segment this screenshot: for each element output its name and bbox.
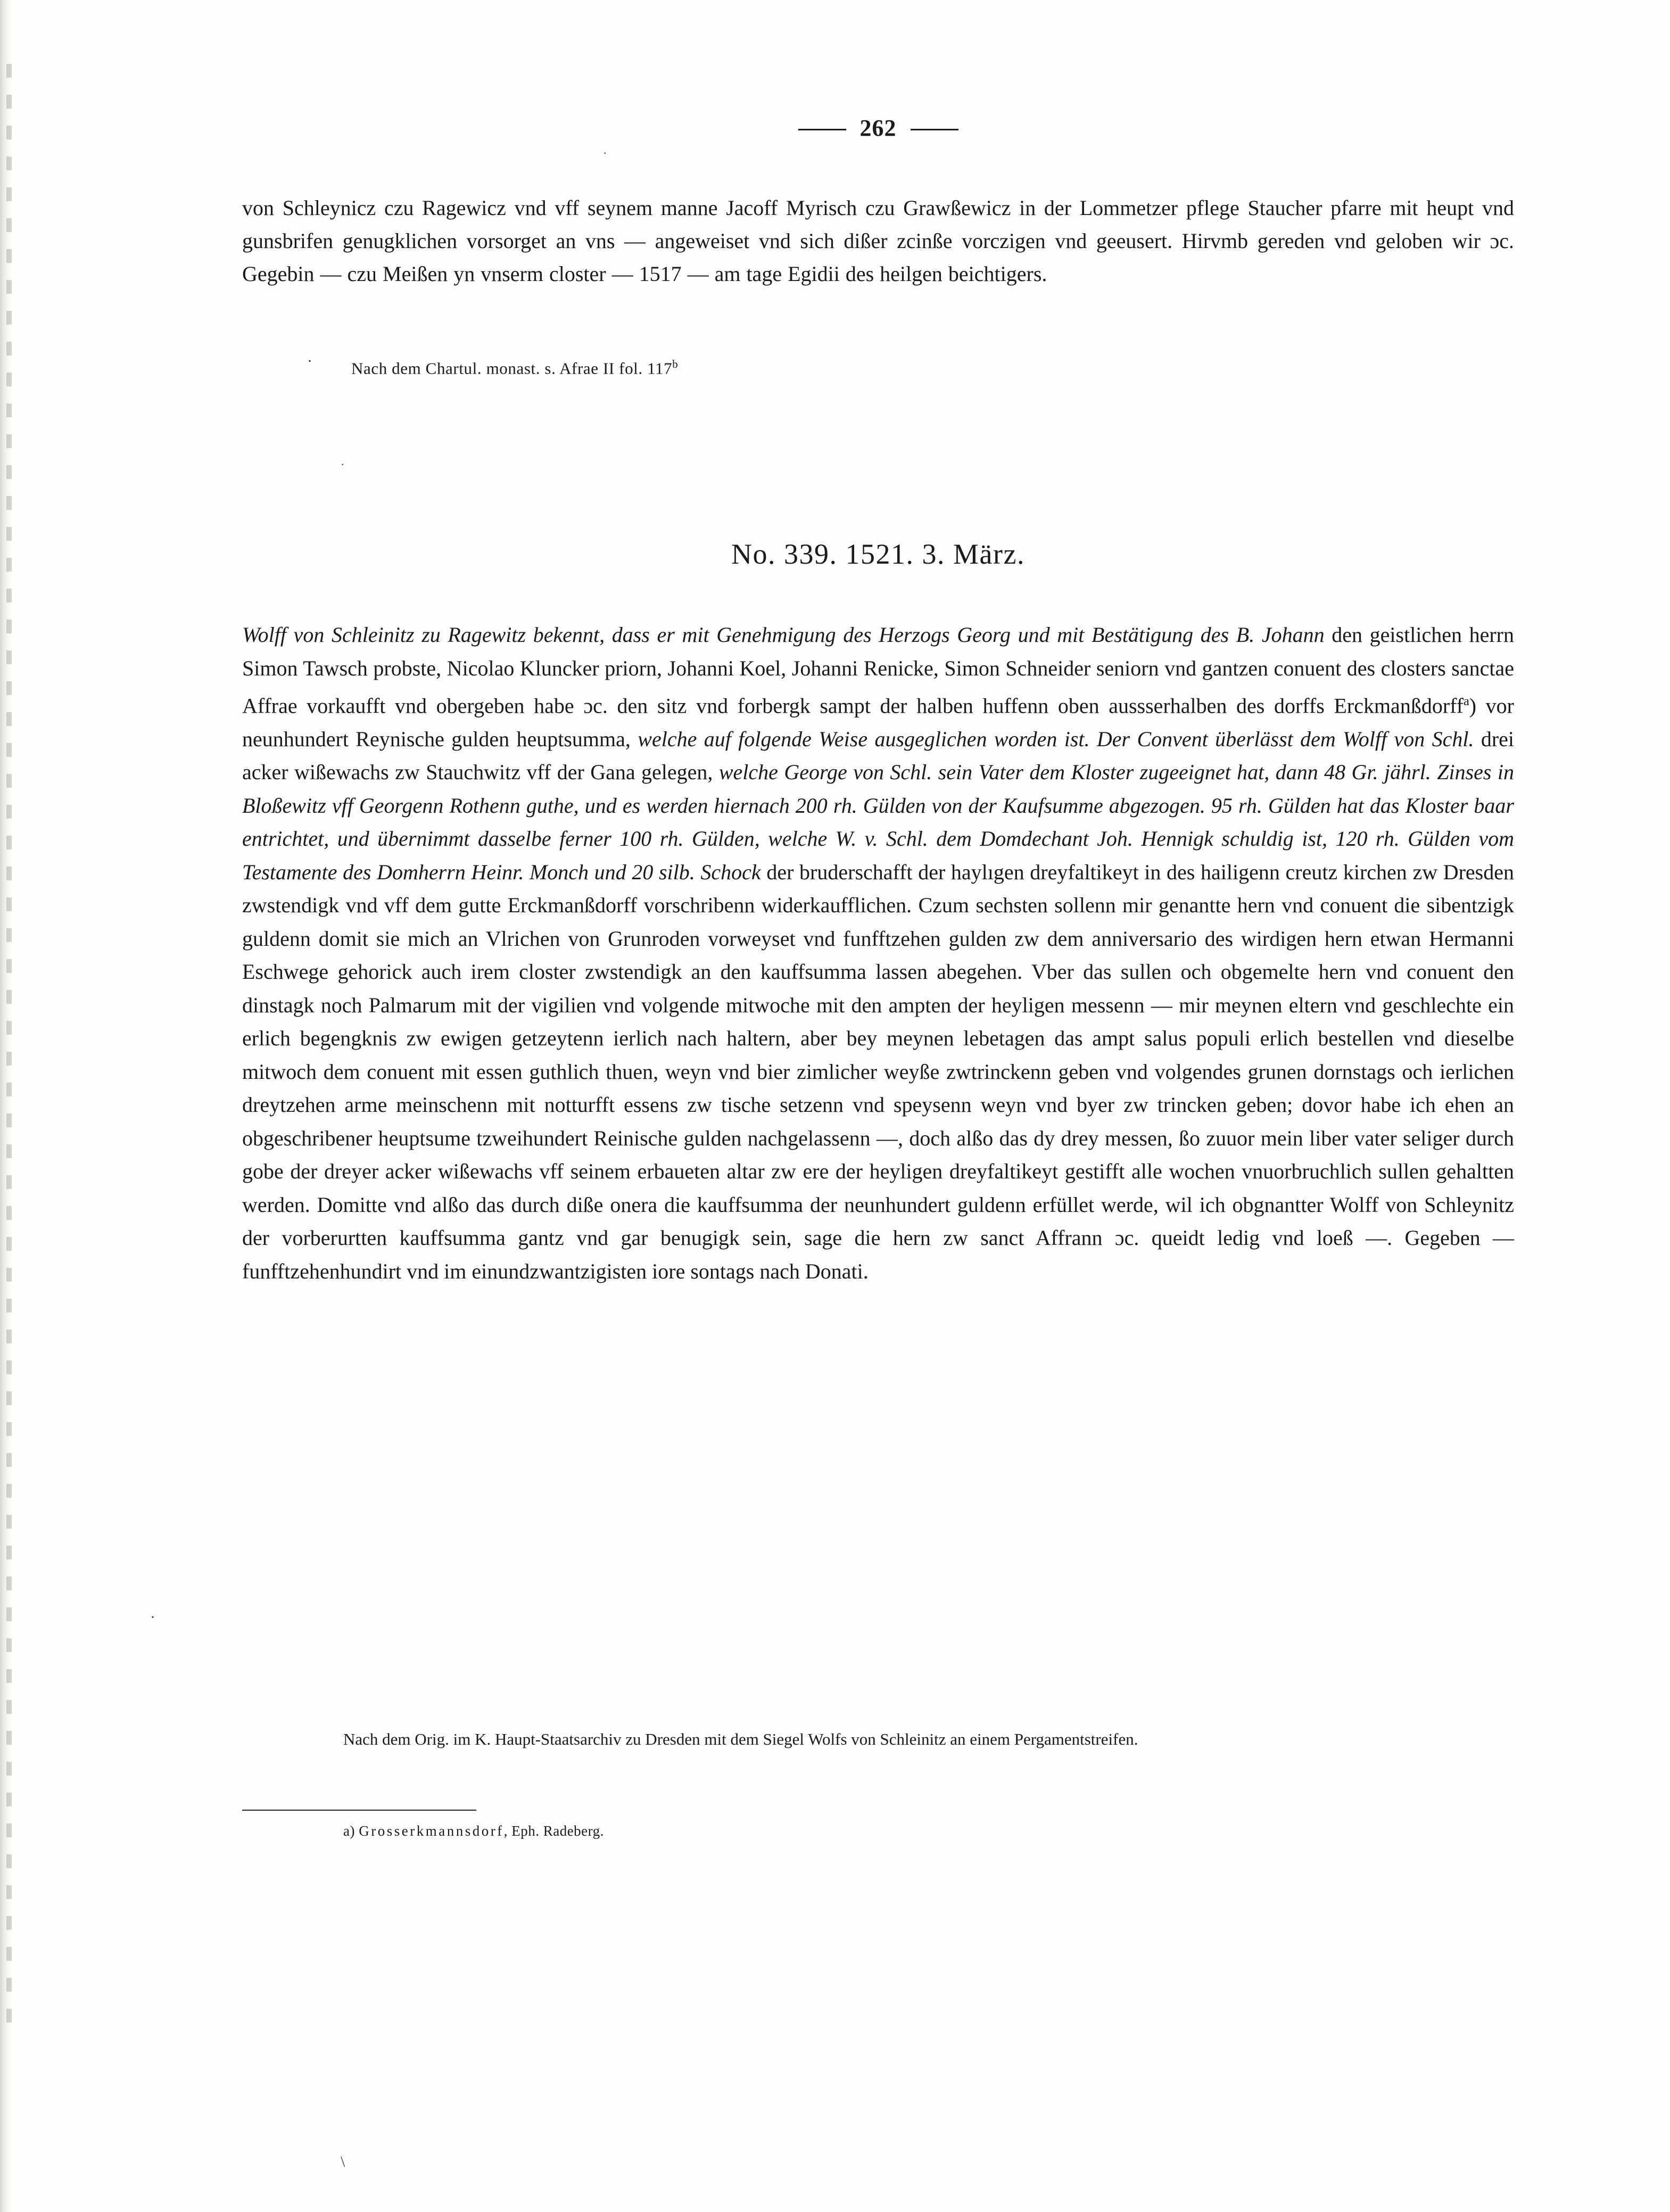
regest-segment-italic-4: welche auf folgende Weise ausgeglichen worden ist. Der Convent überlässt dem Wolff von Schl. (638, 727, 1481, 751)
regest-segment-roman-3: ) vor neunhundert Reynische gulden heuptsumma, (242, 694, 1515, 751)
footnote-reference-a: a (1464, 695, 1469, 708)
stray-ink-mark-left: · (150, 1608, 155, 1626)
stray-ink-mark-top: · (603, 146, 607, 160)
regest-segment-roman-2: den geistlichen herrn Simon Tawsch probste, Nicolao Kluncker priorn, Johanni Koel, Johanni Renicke, Simon Schneider seniorn vnd gantzen conuent des closters sanctae Affrae vorkaufft vnd obergeben habe ɔc. den sitz vnd forbergk sampt der halben huffenn oben aussserhalben des dorffs Erckmanßdorff (242, 623, 1514, 718)
regest-segment-italic-1: Wolff von Schleinitz zu Ragewitz bekennt, dass er mit Genehmigung des Herzogs Georg und mit Bestätigung des B. Johann (242, 623, 1332, 647)
footnote-a (343, 1823, 604, 1839)
scan-edge-ticks (6, 64, 12, 2033)
regest-segment-roman-5: drei acker wißewachs zw Stauchwitz vff der Gana gelegen, (242, 727, 1515, 785)
top-paragraph-block (242, 192, 1514, 291)
stray-ink-mark-mid: · (341, 458, 345, 471)
top-source-note-text: Nach dem Chartul. monast. s. Afrae II fol. 117 (351, 359, 673, 378)
bottom-source-note-text: Nach dem Orig. im K. Haupt-Staatsarchiv zu Dresden mit dem Siegel Wolfs von Schleinitz an einem Pergamentstreifen. (343, 1730, 1138, 1748)
footnote-separator-rule (242, 1810, 476, 1811)
stray-ink-mark-bottom: \ (341, 2153, 345, 2170)
regest-segment-italic-7: und es werden hiernach 200 rh. Gülden von der Kaufsumme abgezogen. 95 rh. Gülden hat das Kloster baar entrichtet, und übernimmt dasselbe ferner 100 rh. Gülden, welche W. v. Schl. dem Domdechant Joh. Hennigk schuldig ist, 120 rh. Gülden vom Testamente des Domherrn Heinr. Monch und 20 silb. Schock (242, 793, 1514, 884)
top-source-note (351, 358, 678, 378)
margin-dot-mark: · (307, 352, 312, 370)
footnote-rest: , Eph. Radeberg. (503, 1823, 604, 1839)
bottom-source-note (242, 1726, 1514, 1752)
section-heading: No. 339. 1521. 3. März. (731, 538, 1025, 570)
top-paragraph: von Schleynicz czu Ragewicz vnd vff seynem manne Jacoff Myrisch czu Grawßewicz in der Lommetzer pflege Staucher pfarre mit heupt vnd gunsbrifen genugklichen vorsorget an vns — angeweiset vnd sich dißer zcinße vorczigen vnd geeusert. Hirvmb gereden vnd geloben wir ɔc. Gegebin — czu Meißen yn vnserm closter — 1517 — am tage Egidii des heilgen beichtigers. (242, 196, 1514, 286)
header-rule-right (911, 129, 958, 130)
footnote-marker: a) (343, 1823, 355, 1839)
page-number: 262 (859, 115, 897, 141)
header-rule-left (798, 129, 846, 130)
regest-paragraph (242, 618, 1514, 1288)
page-header (242, 114, 1514, 142)
regest-segment-roman-8: der bruderschafft der haylıgen dreyfaltikeyt in des hailigenn creutz kirchen zw Dresden zwstendigk vnd vff dem gutte Erckmanßdorff vorschribenn widerkaufflichen. Czum sechsten sollenn mir genantte hern vnd conuent die sibentzigk guldenn domit sie mich an Vlrichen von Grunroden vorweyset vnd funfftzehen gulden zw dem anniversario des wirdigen hern etwan Hermanni Eschwege gehorick auch irem closter zwstendigk an den kauffsumma lassen abegehen. Vber das sullen och obgemelte hern vnd conuent den dinstagk noch Palmarum mit der vigilien vnd volgende mitwoche mit den ampten der heyligen messenn — mir meynen eltern vnd geschlechte ein erlich begengknis zw ewigen getzeytenn ierlich nach haltern, aber bey meynen lebetagen das ampt salus populi erlich bestellen vnd dieselbe mitwoch dem conuent mit essen guthlich thuen, weyn vnd bier zimlicher weyße zwtrinckenn geben vnd volgendes grunen dornstags och ierlichen dreytzehen arme meinschenn mit notturfft essens zw tische setzenn vnd speysenn weyn vnd byer zw trincken geben; dovor habe ich ehen an obgeschribener heuptsume tzweihundert Reinische gulden nachgelassenn —, doch alßo das dy drey messen, ßo zuuor mein liber vater seliger durch gobe der dreyer acker wißewachs vff seinem erbaueten altar zw ere der heyligen dreyfaltikeyt gestifft alle wochen vnuorbruchlich sullen gehaltten werden. Domitte vnd alßo das durch diße onera die kauffsumma der neunhundert guldenn erfüllet werde, wil ich obgnantter Wolff von Schleynitz der vorberurtten kauffsumma gantz vnd gar benugigk sein, sage die hern zw sanct Affrann ɔc. queidt ledig vnd loeß —. Gegeben — funfftzehenhundirt vnd im einundzwantzigisten iore sontags nach Donati. (242, 860, 1515, 1283)
footnote-place-name: Grosserkmannsdorf (359, 1823, 504, 1839)
top-source-note-superscript: b (672, 358, 679, 370)
regest-segment-italic-6: welche George von Schl. sein Vater dem Kloster zugeeignet hat, dann 48 Gr. jährl. Zinses in Bloßewitz vff Georgenn Rothenn guthe, (242, 760, 1515, 818)
